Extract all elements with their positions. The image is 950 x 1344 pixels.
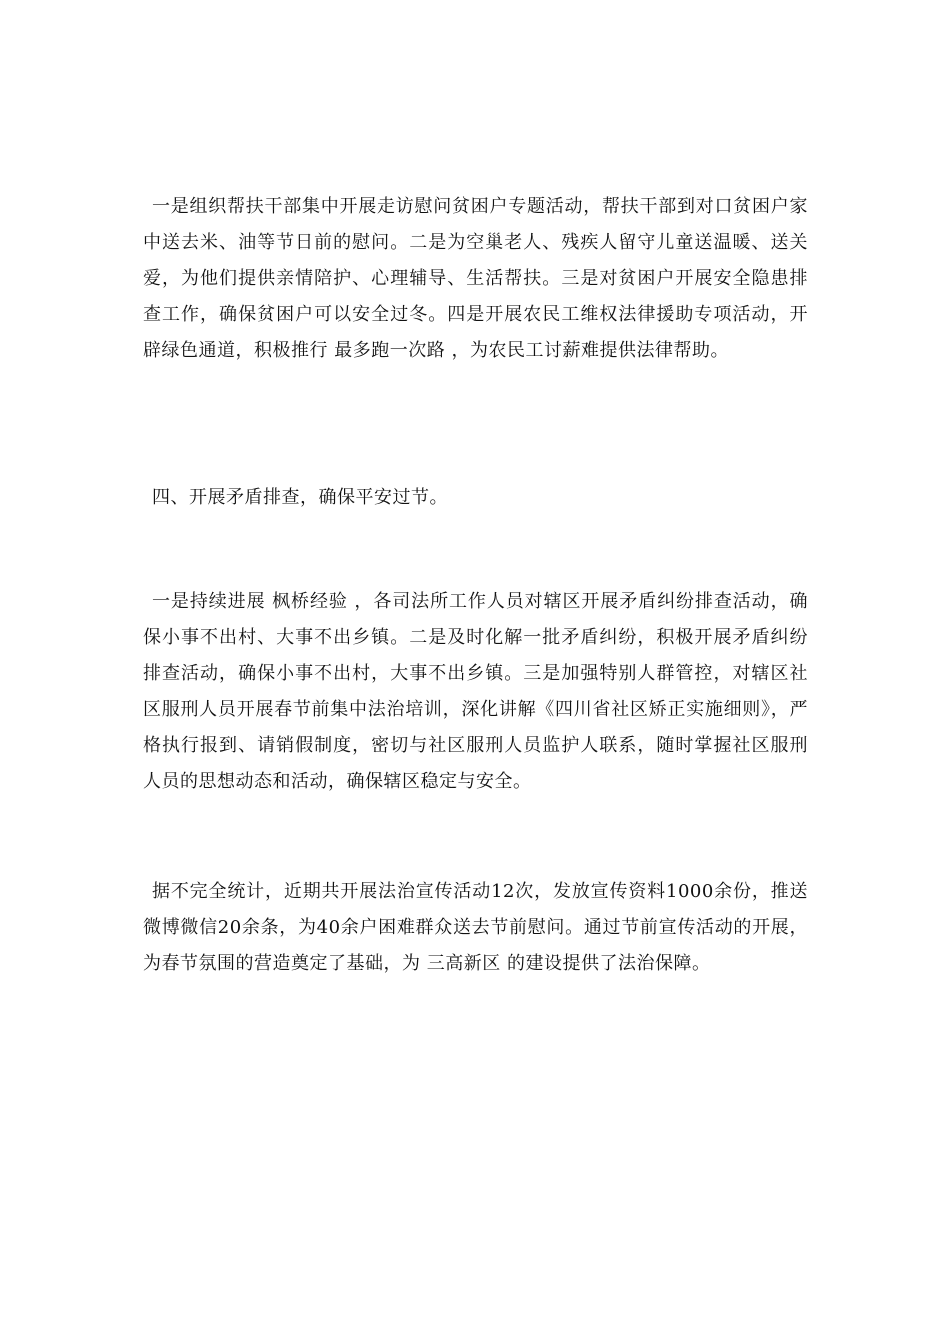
section-heading-conflict-screening: 四、开展矛盾排查，确保平安过节。 [152, 487, 448, 508]
paragraph-conflict-screening: 一是持续进展 枫桥经验 ，各司法所工作人员对辖区开展矛盾纠纷排查活动，确保小事不出村、大事不出乡镇。二是及时化解一批矛盾纠纷，积极开展矛盾纠纷排查活动，确保小事不出村，大事不出乡镇。三是加强特别人群管控，对辖区社区服刑人员开展春节前集中法治培训，深化讲解《四川省社区矫正实施细则》，严格执行报到、请销假制度，密切与社区服刑人员监护人联系，随时掌握社区服刑人员的思想动态和活动，确保辖区稳定与安全。 [143, 591, 808, 792]
paragraph-statistics-summary: 据不完全统计，近期共开展法治宣传活动12次，发放宣传资料1000余份，推送微博微信20余条，为40余户困难群众送去节前慰问。通过节前宣传活动的开展，为春节氛围的营造奠定了基础，为 三高新区 的建设提供了法治保障。 [143, 881, 808, 974]
paragraph-visiting-poor-households: 一是组织帮扶干部集中开展走访慰问贫困户专题活动，帮扶干部到对口贫困户家中送去米、油等节日前的慰问。二是为空巢老人、残疾人留守儿童送温暖、送关爱，为他们提供亲情陪护、心理辅导、生活帮扶。三是对贫困户开展安全隐患排查工作，确保贫困户可以安全过冬。四是开展农民工维权法律援助专项活动，开辟绿色通道，积极推行 最多跑一次路 ，为农民工讨薪难提供法律帮助。 [143, 196, 808, 361]
